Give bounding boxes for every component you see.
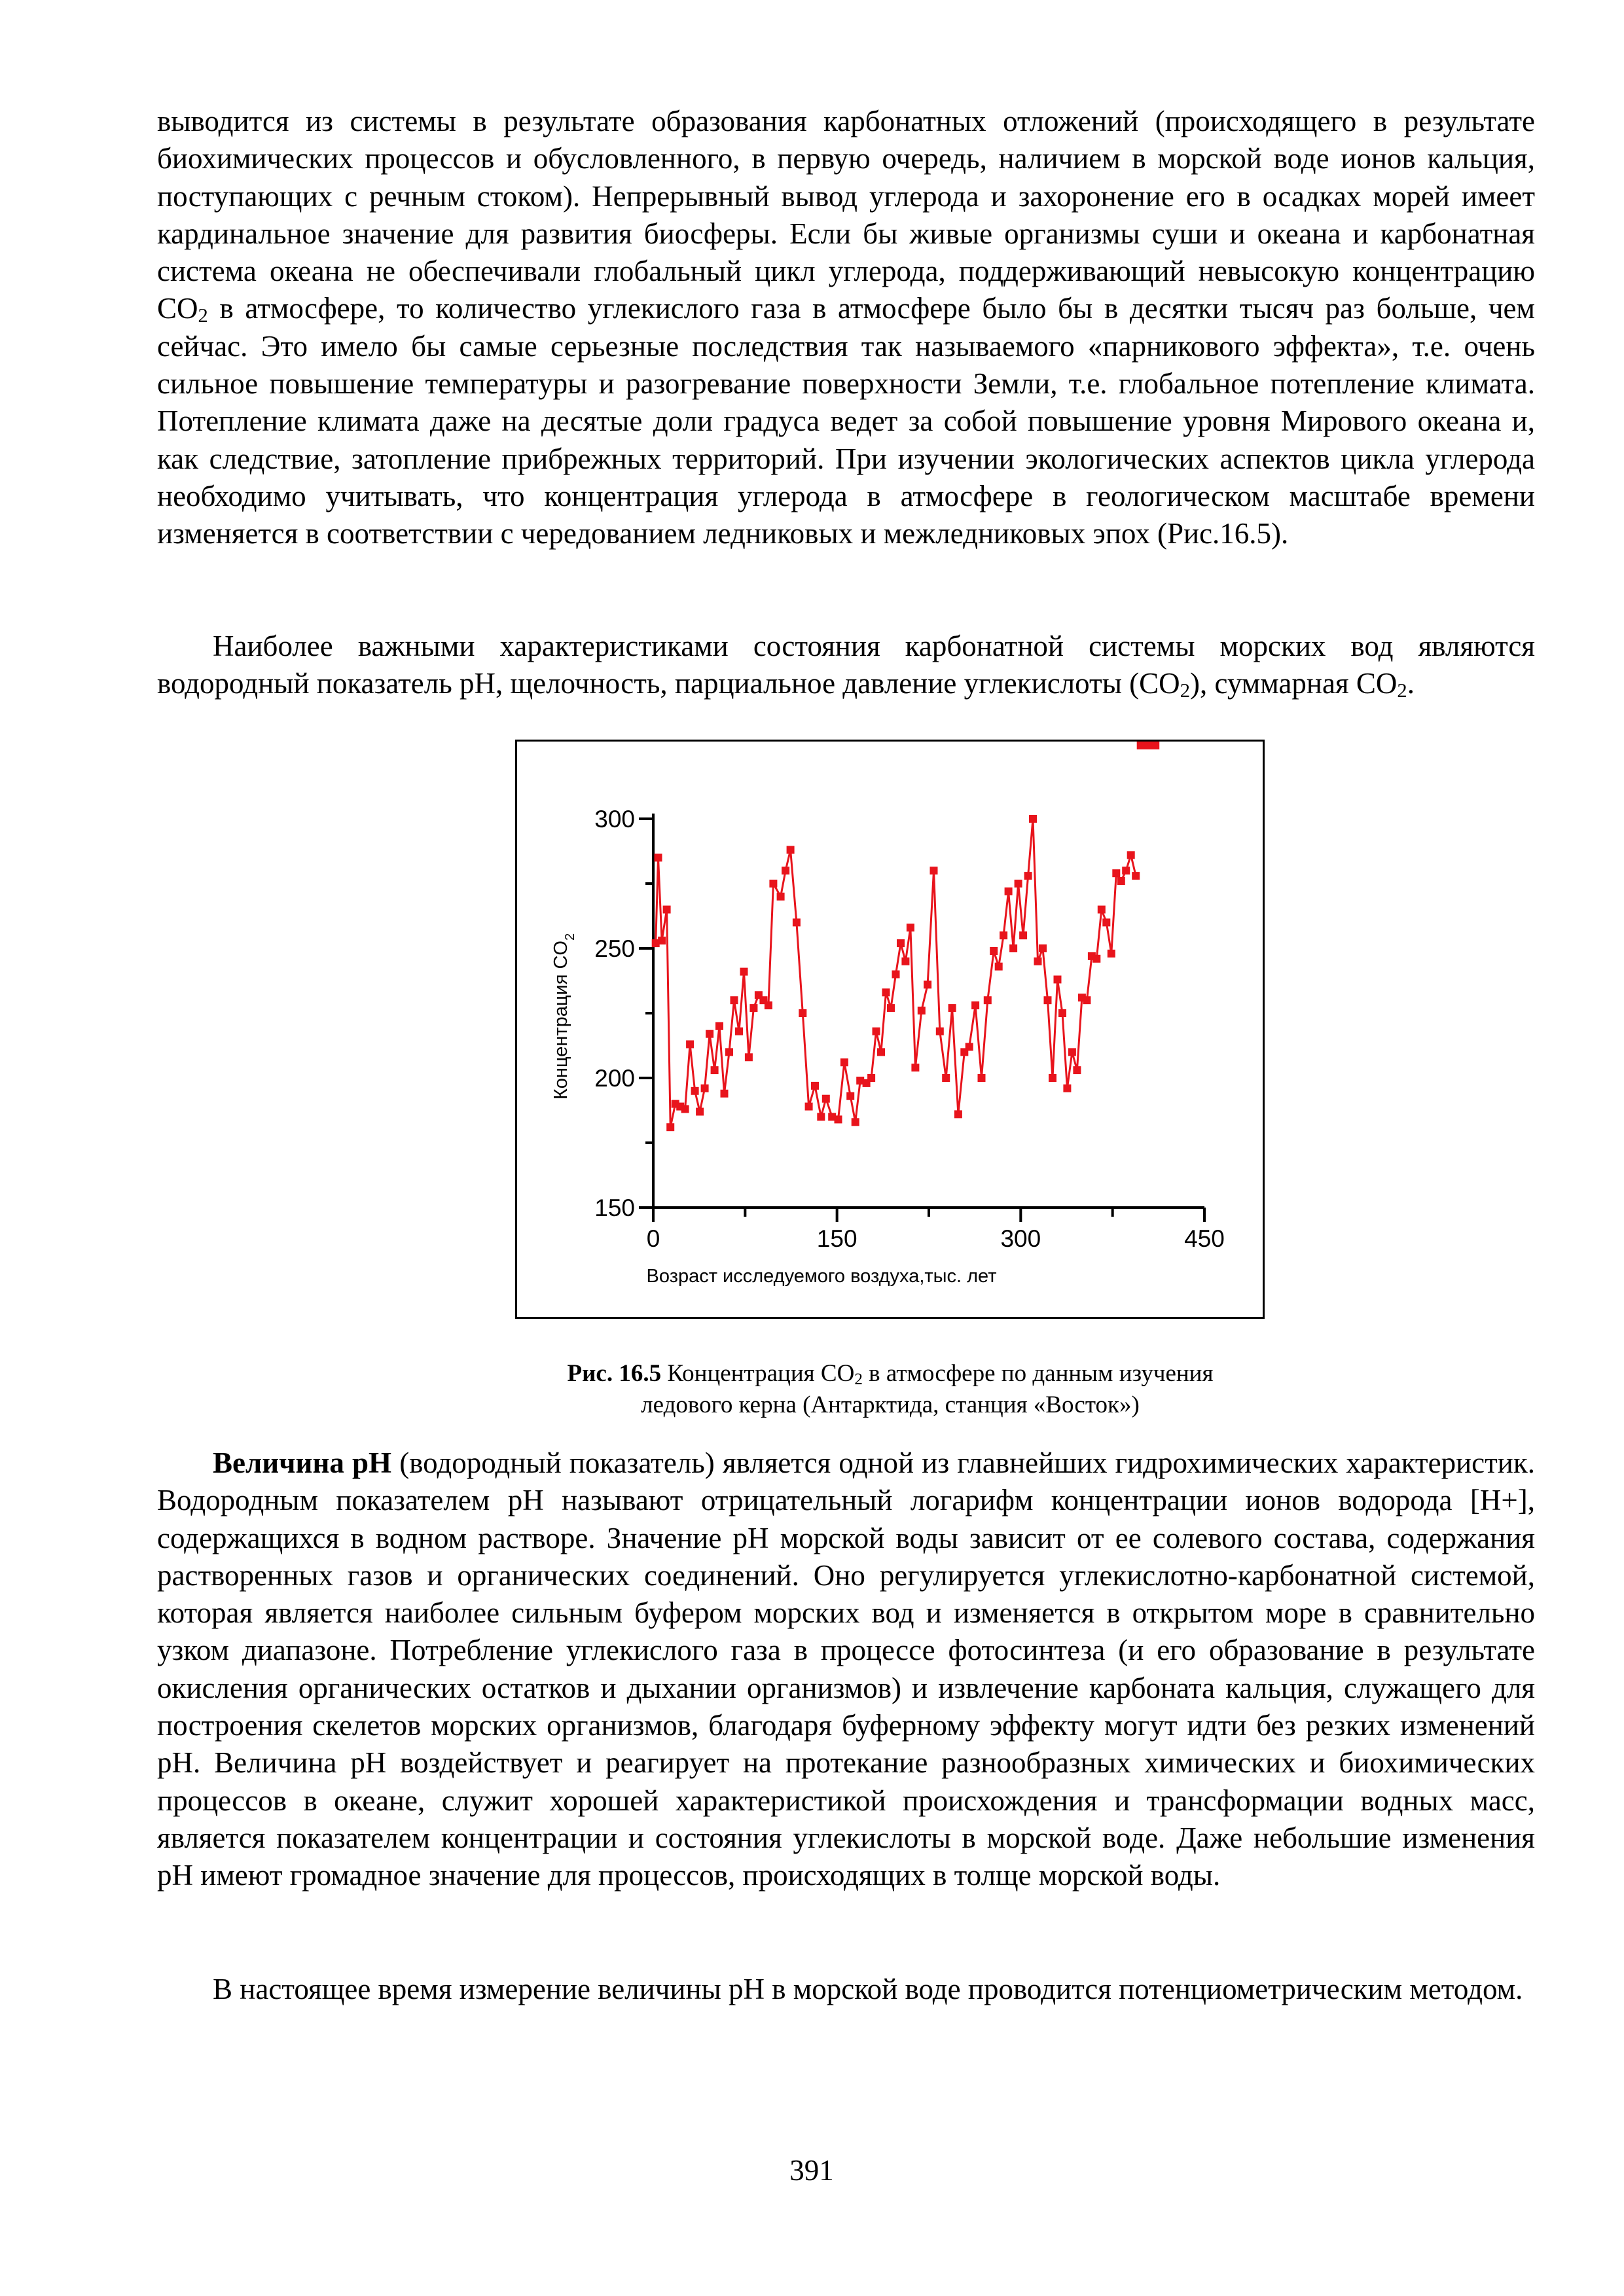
data-point — [793, 918, 801, 926]
data-point — [840, 1058, 848, 1066]
data-point — [1112, 869, 1120, 877]
data-point — [924, 980, 931, 988]
data-point — [1029, 815, 1037, 823]
paragraph-carbonate-system: Наиболее важными характеристиками состояния карбонатной системы морских вод являются водородный показатель pH, щелочность, парциальное давление углекислоты $(CO_2)$, суммарная $CO_2$. — [157, 630, 1535, 702]
data-point — [686, 1041, 694, 1049]
data-point — [971, 1001, 979, 1009]
data-point — [696, 1108, 704, 1116]
page-number: 391 — [789, 2154, 834, 2187]
data-point — [740, 968, 748, 976]
data-point — [1098, 906, 1106, 914]
data-point — [892, 971, 900, 978]
data-point — [984, 996, 992, 1004]
x-tick-label: 450 — [1184, 1225, 1225, 1252]
data-point — [954, 1110, 962, 1118]
data-point — [1102, 918, 1110, 926]
figure-caption: Рис. 16.5 Концентрация $CO_2$ в атмосфере по данным изучения ледового керна (Антарктида, станция «Восток») — [567, 1360, 1214, 1418]
co2-concentration-chart — [517, 742, 1263, 1317]
data-point — [1117, 877, 1125, 885]
data-point — [897, 939, 905, 947]
data-point — [867, 1074, 875, 1082]
data-point — [901, 958, 909, 965]
chart-axes — [594, 806, 1225, 1252]
data-point — [666, 1123, 674, 1131]
data-point — [1005, 888, 1013, 895]
data-point — [749, 1004, 757, 1012]
data-point — [817, 1113, 825, 1121]
data-point — [706, 1030, 713, 1038]
data-point — [715, 1022, 723, 1030]
x-tick-label: 150 — [816, 1225, 857, 1252]
y-axis-title: Концентрация $CO_2$ — [550, 933, 577, 1100]
data-point — [1127, 851, 1135, 859]
data-point — [846, 1092, 854, 1100]
y-tick-label: 300 — [594, 806, 635, 833]
data-point — [725, 1048, 733, 1056]
data-point — [907, 924, 914, 931]
data-point — [1058, 1009, 1066, 1017]
data-point — [1019, 931, 1027, 939]
data-point — [1009, 944, 1017, 952]
paragraph-ph-measurement: В настоящее время измерение величины pH в морской воде проводится потенциометрическим методом. — [213, 1973, 1523, 2005]
data-point — [835, 1115, 842, 1123]
data-point — [1044, 996, 1052, 1004]
data-point — [930, 867, 938, 874]
data-point — [721, 1090, 729, 1098]
data-point — [887, 1004, 895, 1012]
x-axis-title: Возраст исследуемого воздуха,тыс. лет — [646, 1266, 997, 1287]
data-point — [1073, 1066, 1081, 1074]
data-point — [873, 1028, 880, 1035]
data-point — [691, 1087, 699, 1095]
data-point — [745, 1053, 753, 1061]
data-point — [663, 906, 671, 914]
data-point — [765, 1001, 772, 1009]
data-point — [799, 1009, 806, 1017]
y-tick-label: 150 — [594, 1194, 635, 1221]
data-point — [990, 947, 998, 955]
data-point — [681, 1105, 689, 1113]
data-point — [911, 1064, 919, 1071]
data-point — [701, 1085, 709, 1092]
data-point — [942, 1074, 950, 1082]
data-point — [811, 1082, 819, 1090]
data-point — [822, 1095, 830, 1103]
data-point — [805, 1103, 813, 1111]
data-point — [777, 893, 785, 901]
data-point — [787, 846, 795, 854]
data-point — [995, 963, 1003, 971]
paragraph-ph-value: Величина pH (водородный показатель) является одной из главнейших гидрохимических характеристик. Водородным показателем pH называют отрицательный логарифм концентрации ионов водорода [H+], содержащихся в водном растворе. Значение pH морской воды зависит от ее солевого состава, содержания растворенных газов и органических соединений. Оно регулируется углекислотно-карбонатной системой, которая является наиболее сильным буфером морских вод и изменяется в открытом море в сравнительно узком диапазоне. Потребление углекислого газа в процессе фотосинтеза (и его образование в результате окисления органических остатков и дыхании организмов) и извлечение карбоната кальция, служащего для построения скелетов морских организмов, благодаря буферному эффекту могут идти без резких изменений pH. Величина pH воздействует и реагирует на протекание разнообразных химических и биохимических процессов в океане, служит хорошей характеристикой происхождения и трансформации водных масс, является показателем концентрации и состояния углекислоты в морской воде. Даже небольшие изменения pH имеют громадное значение для процессов, происходящих в толще морской воды. — [157, 1446, 1535, 1892]
data-point — [1049, 1074, 1056, 1082]
data-point — [1063, 1085, 1071, 1092]
data-point — [1068, 1048, 1076, 1056]
data-point — [711, 1066, 719, 1074]
data-point — [918, 1007, 926, 1014]
data-point — [731, 996, 738, 1004]
co2-chart-frame — [515, 740, 1265, 1319]
data-point — [1083, 996, 1091, 1004]
data-point — [1132, 872, 1140, 880]
chart-series — [652, 742, 1159, 1131]
data-point — [948, 1004, 956, 1012]
data-point — [735, 1028, 743, 1035]
x-tick-label: 0 — [646, 1225, 660, 1252]
data-point — [655, 853, 662, 861]
data-point — [1000, 931, 1007, 939]
data-point — [978, 1074, 986, 1082]
data-point — [1034, 958, 1042, 965]
x-tick-label: 300 — [1000, 1225, 1041, 1252]
data-point — [658, 937, 666, 944]
data-point — [1092, 955, 1100, 963]
data-point — [1054, 976, 1062, 984]
paragraph-carbon-cycle: выводится из системы в результате образования карбонатных отложений (происходящего в результате биохимических процессов и обусловленного, в первую очередь, наличием в морской воде ионов кальция, поступающих с речным стоком). Непрерывный вывод углерода и захоронение его в осадках морей имеет кардинальное значение для развития биосферы. Если бы живые организмы суши и океана и карбонатная система океана не обеспечивали глобальный цикл углерода, поддерживающий невысокую концентрацию $CO_2$ в атмосфере, то количество углекислого газа в атмосфере было бы в десятки тысяч раз больше, чем сейчас. Это имело бы самые серьезные последствия так называемого «парникового эффекта», т.е. очень сильное повышение температуры и разогревание поверхности Земли, т.е. глобальное потепление климата. Потепление климата даже на десятые доли градуса ведет за собой повышение уровня Мирового океана и, как следствие, затопление прибрежных территорий. При изучении экологических аспектов цикла углерода необходимо учитывать, что концентрация углерода в атмосфере в геологическом масштабе времени изменяется в соответствии с чередованием ледниковых и межледниковых эпох (Рис.16.5). — [157, 105, 1535, 550]
y-tick-label: 200 — [594, 1065, 635, 1092]
data-point — [1151, 742, 1159, 749]
data-point — [936, 1028, 944, 1035]
data-point — [1024, 872, 1032, 880]
data-point — [1015, 880, 1022, 888]
data-point — [877, 1048, 885, 1056]
data-point — [782, 867, 789, 874]
data-point — [1122, 867, 1130, 874]
data-point — [882, 988, 890, 996]
data-point — [1039, 944, 1047, 952]
data-point — [1108, 950, 1115, 958]
data-point — [769, 880, 777, 888]
y-tick-label: 250 — [594, 935, 635, 962]
data-point — [965, 1043, 973, 1051]
data-point — [852, 1118, 859, 1126]
